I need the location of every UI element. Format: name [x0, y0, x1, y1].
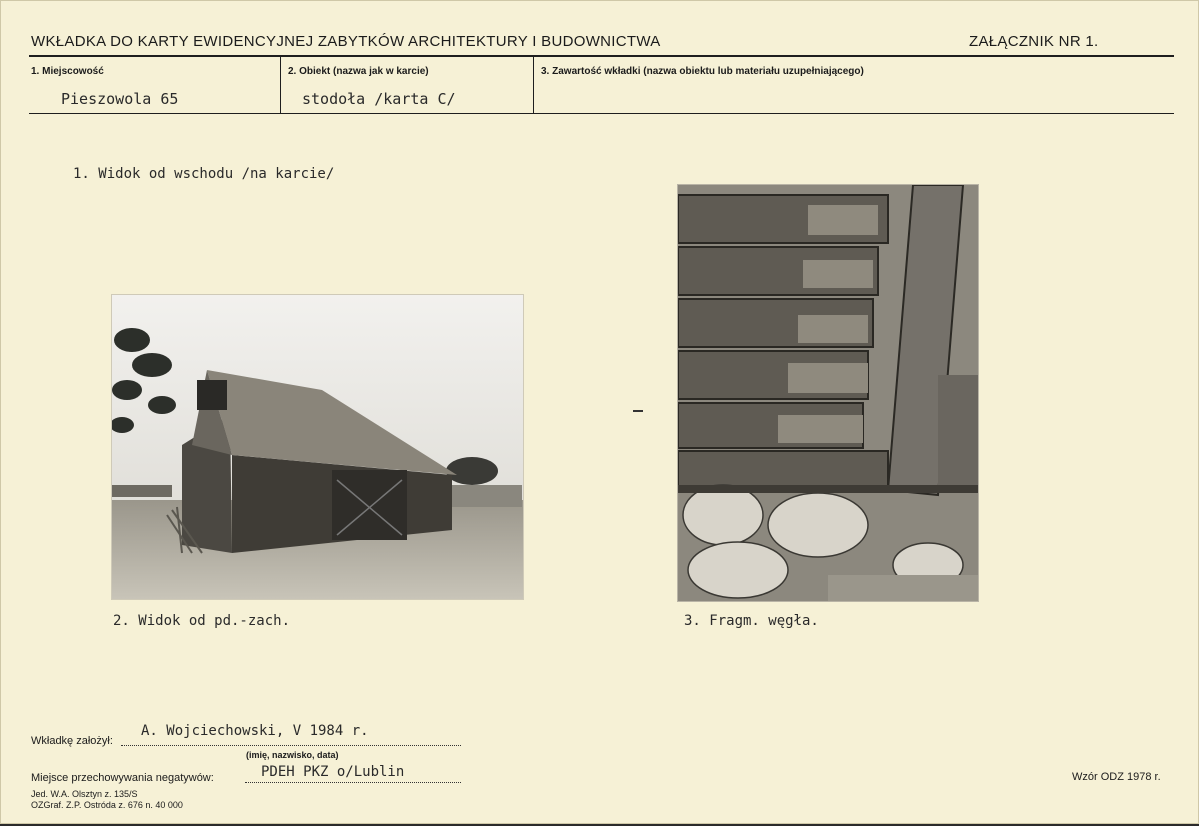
caption-southwest-view: 2. Widok od pd.-zach.	[113, 613, 291, 629]
fields-bottom-rule	[29, 113, 1174, 114]
content-label: 3. Zawartość wkładki (nazwa obiektu lub materiału uzupełniającego)	[541, 66, 864, 77]
annex-number: ZAŁĄCZNIK NR 1.	[969, 33, 1099, 50]
form-title: WKŁADKA DO KARTY EWIDENCYJNEJ ZABYTKÓW ARCHITEKTURY I BUDOWNICTWA	[31, 33, 661, 50]
header-rule	[29, 55, 1174, 57]
field-divider	[280, 57, 281, 114]
caption-east-view: 1. Widok od wschodu /na karcie/	[73, 166, 335, 182]
form-model: Wzór ODZ 1978 r.	[1072, 771, 1161, 783]
locality-value: Pieszowola 65	[61, 90, 179, 108]
barn-photo-image	[112, 295, 523, 599]
field-divider	[533, 57, 534, 114]
locality-label: 1. Miejscowość	[31, 66, 104, 77]
corner-photo-image	[678, 185, 978, 601]
founder-hint: (imię, nazwisko, data)	[246, 750, 339, 760]
storage-dotline	[245, 782, 461, 783]
storage-label: Miejsce przechowywania negatywów:	[31, 772, 214, 784]
caption-corner-fragment: 3. Fragm. węgła.	[684, 613, 819, 629]
founder-label: Wkładkę założył:	[31, 735, 113, 747]
object-label: 2. Obiekt (nazwa jak w karcie)	[288, 66, 429, 77]
founder-value: A. Wojciechowski, V 1984 r.	[141, 723, 369, 739]
object-value: stodoła /karta C/	[302, 90, 456, 108]
printer-info-line2: OZGraf. Z.P. Ostróda z. 676 n. 40 000	[31, 800, 183, 810]
corner-photo	[677, 184, 979, 602]
storage-value: PDEH PKZ o/Lublin	[261, 764, 405, 780]
barn-photo	[111, 294, 524, 600]
printer-info-line1: Jed. W.A. Olsztyn z. 135/S	[31, 789, 138, 799]
founder-dotline	[121, 745, 461, 746]
center-mark	[633, 410, 643, 412]
